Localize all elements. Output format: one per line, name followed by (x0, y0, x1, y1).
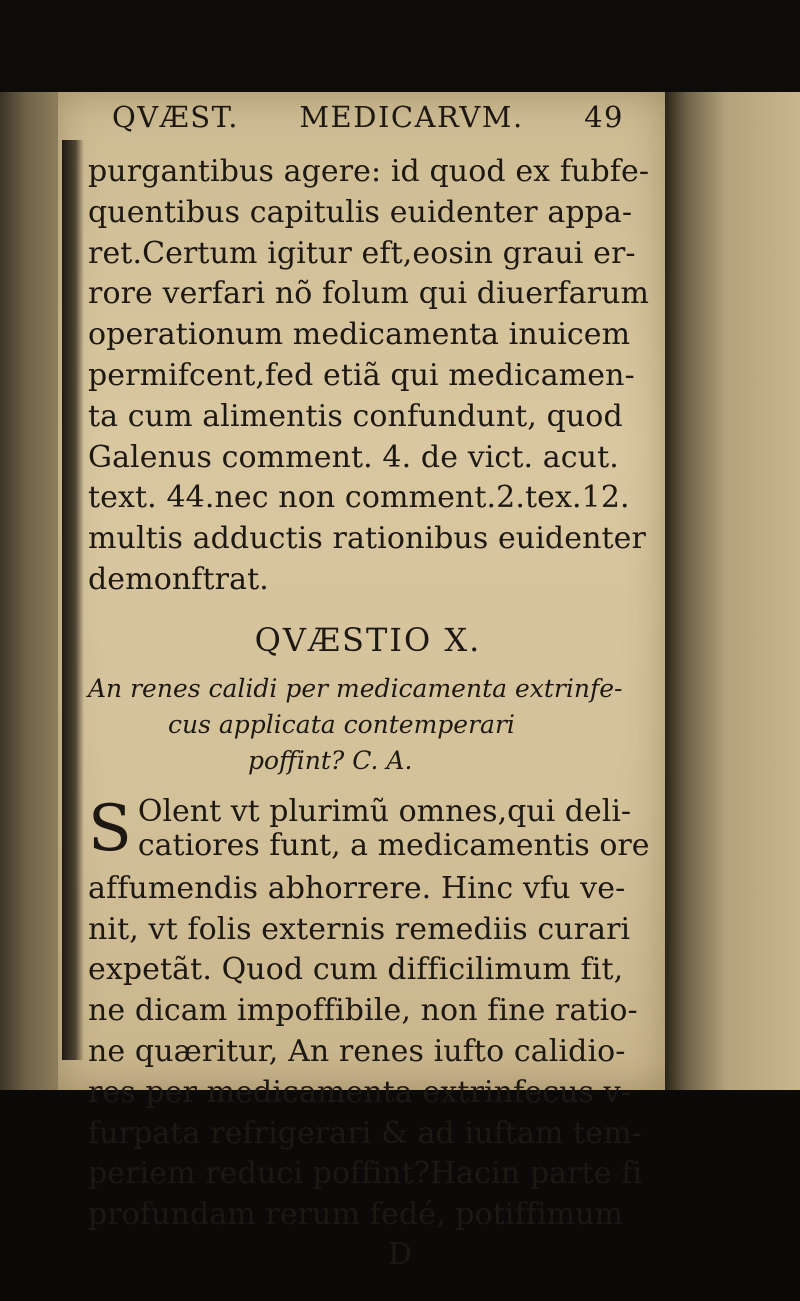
text-line: ne dicam impoffibile, non fine ratio- (88, 993, 638, 1029)
text-line: nit, vt folis externis remediis curari (88, 911, 631, 947)
facing-page-edge (665, 92, 800, 1090)
text-line: expetãt. Quod cum difficilimum fit, (88, 952, 624, 988)
header-center: MEDICARVM. (299, 100, 524, 134)
text-line: Galenus comment. 4. de vict. acut. (88, 439, 619, 475)
text-line: purgantibus agere: id quod ex fubfe- (88, 154, 650, 189)
text-line: operationum medicamenta inuicem (88, 317, 631, 353)
text-line: periem reduci poffint?Hacin parte fi (88, 1156, 643, 1192)
running-header (112, 100, 624, 152)
text-line: ne quæritur, An renes iufto calidio- (88, 1033, 626, 1069)
summary-line: An renes calidi per medicamenta extrinfe- (88, 673, 623, 703)
text-line: catiores funt, a medicamentis ore (137, 827, 650, 863)
text-line: demonftrat. (88, 561, 269, 597)
question-heading: QVÆSTIO X. (254, 620, 482, 659)
paragraph-2 (88, 791, 650, 1236)
question-summary (88, 671, 648, 779)
text-line: multis adductis rationibus euidenter (88, 521, 646, 557)
drop-cap: S (88, 791, 132, 866)
text-line: Olent vt plurimũ omnes,qui deli- (137, 793, 632, 829)
text-line: permifcent,fed etiã qui medicamen- (88, 357, 635, 393)
page-text (88, 100, 648, 1274)
header-left: QVÆST. (112, 100, 239, 134)
gutter-shadow (62, 140, 84, 1060)
scan-border-top (0, 0, 800, 92)
previous-page-edge (0, 92, 58, 1090)
paragraph-1 (88, 152, 648, 601)
text-line: rore verfari nõ folum qui diuerfarum (88, 276, 650, 312)
text-line: text. 44.nec non comment.2.tex.12. (88, 480, 630, 516)
text-line: furpata refrigerari & ad iuftam tem- (88, 1115, 642, 1151)
catchword: D (388, 1236, 413, 1272)
text-line: profundam rerum fedé, potiffimum (88, 1197, 624, 1233)
summary-line: cus applicata contemperari (168, 709, 515, 739)
text-line: affumendis abhorrere. Hinc vfu ve- (88, 870, 626, 906)
text-line: quentibus capitulis euidenter appa- (88, 194, 633, 230)
text-line: ta cum alimentis confundunt, quod (88, 398, 623, 434)
page-number: 49 (584, 100, 624, 134)
text-line: res per medicamenta extrinfecus v- (88, 1074, 631, 1110)
summary-line: poffint? C. A. (248, 745, 413, 775)
text-line: ret.Certum igitur eft,eosin graui er- (88, 235, 636, 271)
